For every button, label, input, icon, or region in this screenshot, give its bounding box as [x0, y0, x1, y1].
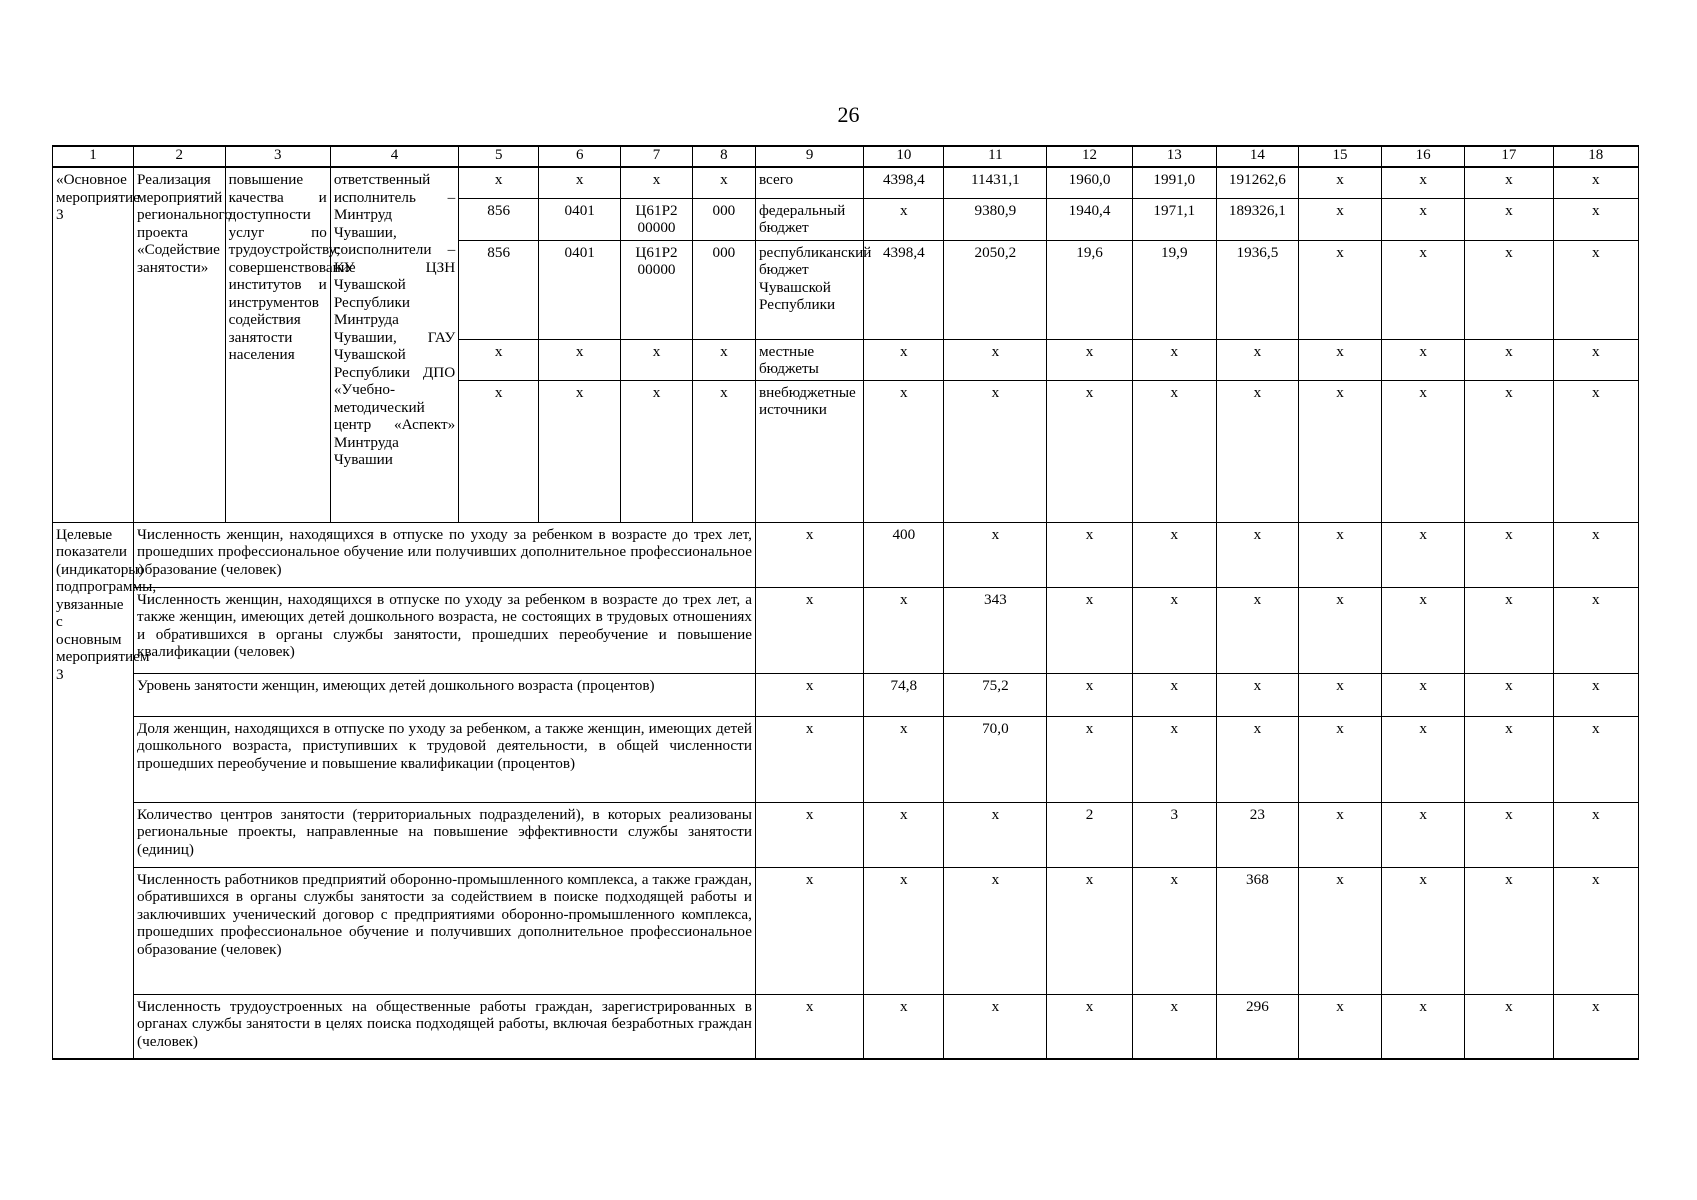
indicator-value: x [944, 994, 1047, 1059]
indicator-value: x [1382, 802, 1465, 867]
indicator-value: x [755, 587, 863, 673]
budget-code: 0401 [539, 240, 621, 339]
indicators-label: Целевые показатели (индикаторы) подпрограммы, увязанные с основным мероприятием 3 [53, 522, 134, 1059]
indicator-row [53, 673, 1639, 716]
funding-value: 1991,0 [1132, 167, 1216, 198]
funding-value: 9380,9 [944, 198, 1047, 240]
indicator-row [53, 716, 1639, 802]
activity-name: «Основное мероприятие 3 [53, 167, 134, 522]
funding-value: x [944, 380, 1047, 522]
budget-code: 000 [692, 240, 755, 339]
funding-value: x [1382, 380, 1465, 522]
funding-source: местные бюджеты [755, 339, 863, 380]
indicator-value: x [1298, 994, 1381, 1059]
column-number: 15 [1298, 146, 1381, 167]
funding-value: 4398,4 [864, 167, 944, 198]
budget-code: x [459, 339, 539, 380]
funding-value: x [1298, 240, 1381, 339]
indicator-value: x [1553, 802, 1638, 867]
indicator-value: x [1298, 522, 1381, 587]
header-row [53, 146, 1639, 167]
budget-code: 856 [459, 198, 539, 240]
indicator-row [53, 867, 1639, 994]
column-number: 9 [755, 146, 863, 167]
column-number: 11 [944, 146, 1047, 167]
funding-value: x [944, 339, 1047, 380]
funding-value: x [1465, 380, 1553, 522]
indicator-value: x [944, 522, 1047, 587]
indicator-value: x [1553, 716, 1638, 802]
funding-value: x [1132, 339, 1216, 380]
budget-code: x [621, 339, 693, 380]
indicator-text: Численность женщин, находящихся в отпуске по уходу за ребенком в возрасте до трех лет, прошедших профессиональное обучение или получивших дополнительное профессиональное образование (человек) [134, 522, 756, 587]
indicator-value: x [1298, 802, 1381, 867]
indicator-text: Доля женщин, находящихся в отпуске по уходу за ребенком, а также женщин, имеющих детей дошкольного возраста, приступивших к трудовой деятельности, в общей численности прошедших переобучение и повышение квалификации (процентов) [134, 716, 756, 802]
funding-value: x [1553, 198, 1638, 240]
indicator-value: x [1382, 673, 1465, 716]
funding-source: республиканский бюджет Чувашской Республики [755, 240, 863, 339]
indicator-value: x [1132, 994, 1216, 1059]
indicator-value: x [864, 994, 944, 1059]
indicator-value: x [1465, 587, 1553, 673]
indicator-value: x [755, 716, 863, 802]
indicator-value: x [864, 587, 944, 673]
column-number: 17 [1465, 146, 1553, 167]
indicator-text: Уровень занятости женщин, имеющих детей дошкольного возраста (процентов) [134, 673, 756, 716]
indicator-value: 74,8 [864, 673, 944, 716]
funding-source: федеральный бюджет [755, 198, 863, 240]
indicator-value: x [1047, 994, 1132, 1059]
indicator-text: Количество центров занятости (территориальных подразделений), в которых реализованы региональные проекты, направленные на повышение эффективности службы занятости (единиц) [134, 802, 756, 867]
indicator-value: x [1216, 522, 1298, 587]
funding-value: 1940,4 [1047, 198, 1132, 240]
indicator-value: x [864, 802, 944, 867]
indicator-value: 23 [1216, 802, 1298, 867]
budget-code: x [539, 167, 621, 198]
funding-value: 1971,1 [1132, 198, 1216, 240]
indicator-value: x [1132, 867, 1216, 994]
budget-code: x [459, 167, 539, 198]
budget-code: x [621, 167, 693, 198]
funding-value: x [1553, 380, 1638, 522]
funding-value: x [1465, 240, 1553, 339]
indicator-value: x [1465, 522, 1553, 587]
column-number: 13 [1132, 146, 1216, 167]
indicator-value: x [1047, 867, 1132, 994]
indicator-text: Численность женщин, находящихся в отпуске по уходу за ребенком в возрасте до трех лет, а также женщин, имеющих детей дошкольного возраста, не состоящих в трудовых отношениях и обратившихся в органы службы занятости, прошедших переобучение и повышение квалификации (человек) [134, 587, 756, 673]
column-number: 5 [459, 146, 539, 167]
budget-code: x [621, 380, 693, 522]
funding-value: x [1298, 339, 1381, 380]
indicator-value: x [1216, 673, 1298, 716]
budget-code: 000 [692, 198, 755, 240]
indicator-value: x [1382, 867, 1465, 994]
budget-code: x [539, 380, 621, 522]
column-number: 8 [692, 146, 755, 167]
indicator-value: x [1132, 522, 1216, 587]
indicator-value: x [1382, 994, 1465, 1059]
indicator-row [53, 802, 1639, 867]
indicator-value: x [1382, 716, 1465, 802]
indicator-value: x [755, 867, 863, 994]
funding-value: x [1382, 167, 1465, 198]
funding-value: 11431,1 [944, 167, 1047, 198]
funding-value: x [1553, 240, 1638, 339]
funding-value: x [1047, 380, 1132, 522]
column-number: 4 [330, 146, 458, 167]
indicator-value: 3 [1132, 802, 1216, 867]
funding-value: x [1465, 339, 1553, 380]
indicator-value: x [1553, 994, 1638, 1059]
funding-value: x [1553, 167, 1638, 198]
budget-code: x [459, 380, 539, 522]
funding-value: x [1216, 339, 1298, 380]
indicator-value: x [944, 867, 1047, 994]
indicator-row [53, 587, 1639, 673]
funding-value: x [1132, 380, 1216, 522]
indicator-value: x [1298, 673, 1381, 716]
executors: ответственный исполнитель – Минтруд Чувашии, соисполнители – КУ ЦЗН Чувашской Республики Минтруда Чувашии, ГАУ Чувашской Республики ДПО «Учебно-методический центр «Аспект» Минтруда Чувашии [330, 167, 458, 522]
column-number: 3 [225, 146, 330, 167]
page-number: 26 [837, 102, 860, 127]
budget-code: x [692, 380, 755, 522]
column-number: 18 [1553, 146, 1638, 167]
indicator-value: x [1553, 522, 1638, 587]
funding-value: x [864, 198, 944, 240]
funding-value: x [864, 339, 944, 380]
indicator-value: x [1298, 867, 1381, 994]
funding-value: x [1382, 240, 1465, 339]
indicator-value: x [864, 716, 944, 802]
column-number: 14 [1216, 146, 1298, 167]
funding-value: x [1047, 339, 1132, 380]
indicator-value: x [1047, 716, 1132, 802]
column-number: 6 [539, 146, 621, 167]
indicator-value: 400 [864, 522, 944, 587]
budget-code: 0401 [539, 198, 621, 240]
activity-goal: повышение качества и доступности услуг по трудоустройству; совершенствование институтов и инструментов содействия занятости населения [225, 167, 330, 522]
indicator-value: x [1047, 522, 1132, 587]
indicator-row [53, 994, 1639, 1059]
budget-code: Ц61Р2 00000 [621, 198, 693, 240]
funding-value: 189326,1 [1216, 198, 1298, 240]
indicator-value: x [1047, 673, 1132, 716]
budget-code: x [539, 339, 621, 380]
indicator-value: x [1465, 802, 1553, 867]
funding-value: 2050,2 [944, 240, 1047, 339]
funding-value: 19,6 [1047, 240, 1132, 339]
indicator-text: Численность работников предприятий оборонно-промышленного комплекса, а также граждан, обратившихся в органы службы занятости за содействием в поиске подходящей работы и заключивших ученический договор с предприятиями оборонно-промышленного комплекса, прошедших профессиональное обучение и получивших дополнительное профессиональное образование (человек) [134, 867, 756, 994]
indicator-value: x [1382, 522, 1465, 587]
indicator-value: x [1465, 867, 1553, 994]
indicator-row [53, 522, 1639, 587]
funding-value: x [1465, 167, 1553, 198]
funding-value: x [1298, 380, 1381, 522]
indicator-value: x [1465, 994, 1553, 1059]
program-table [52, 145, 1639, 1060]
indicator-value: x [1216, 716, 1298, 802]
funding-value: 191262,6 [1216, 167, 1298, 198]
funding-value: 4398,4 [864, 240, 944, 339]
indicator-value: x [1132, 673, 1216, 716]
column-number: 10 [864, 146, 944, 167]
funding-value: 19,9 [1132, 240, 1216, 339]
funding-row [53, 167, 1639, 198]
funding-source: внебюджетные источники [755, 380, 863, 522]
indicator-value: x [864, 867, 944, 994]
indicator-value: x [1465, 673, 1553, 716]
indicator-value: x [1553, 587, 1638, 673]
indicator-value: x [1298, 587, 1381, 673]
indicator-value: 2 [1047, 802, 1132, 867]
column-number: 12 [1047, 146, 1132, 167]
funding-source: всего [755, 167, 863, 198]
indicator-value: x [1553, 673, 1638, 716]
indicator-value: 75,2 [944, 673, 1047, 716]
indicator-value: x [1216, 587, 1298, 673]
budget-code: x [692, 167, 755, 198]
indicator-value: x [1382, 587, 1465, 673]
column-number: 7 [621, 146, 693, 167]
budget-code: Ц61Р2 00000 [621, 240, 693, 339]
funding-value: x [1553, 339, 1638, 380]
indicator-value: x [1132, 716, 1216, 802]
indicator-value: x [755, 673, 863, 716]
indicator-value: x [1465, 716, 1553, 802]
budget-code: 856 [459, 240, 539, 339]
indicator-value: x [755, 802, 863, 867]
funding-value: x [1382, 198, 1465, 240]
indicator-value: 296 [1216, 994, 1298, 1059]
funding-value: x [864, 380, 944, 522]
funding-value: 1960,0 [1047, 167, 1132, 198]
indicator-value: x [1553, 867, 1638, 994]
funding-value: x [1298, 167, 1381, 198]
indicator-value: 368 [1216, 867, 1298, 994]
indicator-value: x [755, 522, 863, 587]
indicator-value: 70,0 [944, 716, 1047, 802]
indicator-value: x [1047, 587, 1132, 673]
indicator-value: 343 [944, 587, 1047, 673]
column-number: 1 [53, 146, 134, 167]
funding-value: x [1382, 339, 1465, 380]
indicator-value: x [1298, 716, 1381, 802]
indicator-text: Численность трудоустроенных на общественные работы граждан, зарегистрированных в органах службы занятости в целях поиска подходящей работы, включая безработных граждан (человек) [134, 994, 756, 1059]
project-name: Реализация мероприятий регионального проекта «Содействие занятости» [134, 167, 226, 522]
budget-code: x [692, 339, 755, 380]
funding-value: x [1216, 380, 1298, 522]
funding-value: 1936,5 [1216, 240, 1298, 339]
column-number: 2 [134, 146, 226, 167]
funding-value: x [1298, 198, 1381, 240]
column-number: 16 [1382, 146, 1465, 167]
indicator-value: x [755, 994, 863, 1059]
indicator-value: x [944, 802, 1047, 867]
indicator-value: x [1132, 587, 1216, 673]
funding-value: x [1465, 198, 1553, 240]
